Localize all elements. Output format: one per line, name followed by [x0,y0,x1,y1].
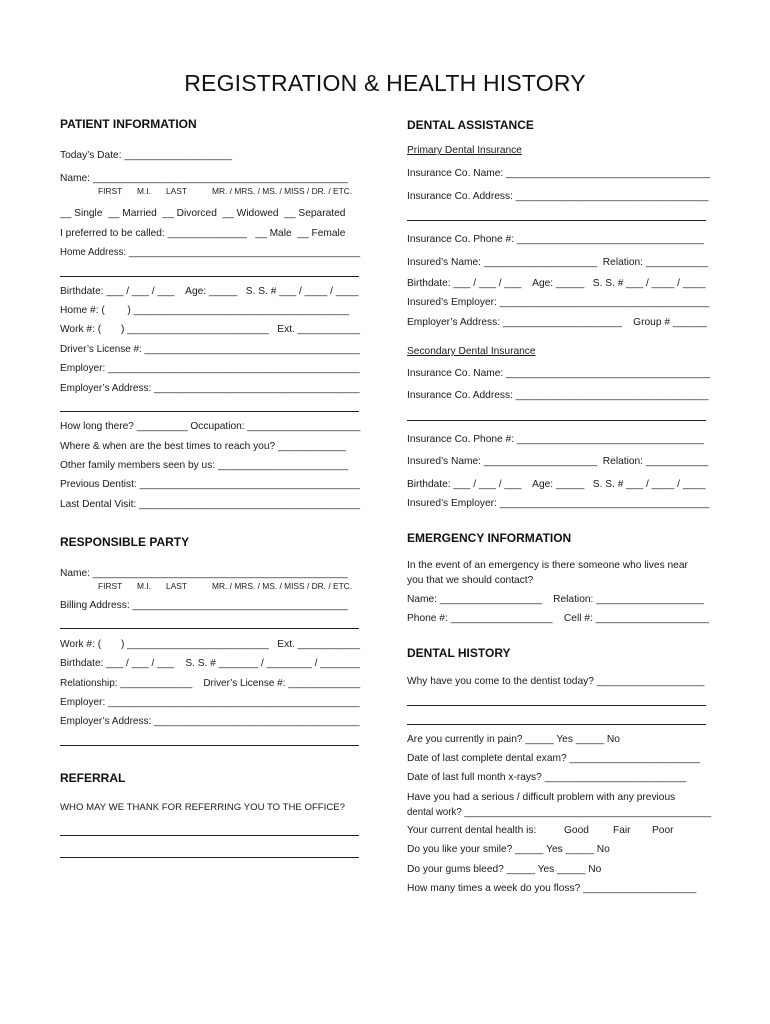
relationship-license-field[interactable]: Relationship: _____________ Driver’s License #: _____________ [60,678,361,689]
home-phone-field[interactable]: Home #: ( ) ______________________________________ [60,305,349,316]
like-smile-field[interactable]: Do you like your smile? _____ Yes _____ No [407,844,610,855]
primary-insurance-address-field[interactable]: Insurance Co. Address: __________________________________ [407,191,709,202]
name-caption-title: MR. / MRS. / MS. / MISS / DR. / ETC. [212,186,353,196]
serious-problem-field[interactable]: dental work? ______________________________________________ [407,807,712,818]
drivers-license-field[interactable]: Driver’s License #: _______________________________________ [60,344,360,355]
primary-insurance-label: Primary Dental Insurance [407,145,522,156]
reason-for-visit-line-3[interactable] [407,724,706,725]
last-dental-visit-field[interactable]: Last Dental Visit: _______________________________________ [60,499,361,510]
dental-health-fair-option[interactable]: Fair [613,825,631,836]
secondary-insurance-address-field[interactable]: Insurance Co. Address: __________________________________ [407,390,709,401]
responsible-employer-address-field[interactable]: Employer’s Address: _____________________________________ [60,716,360,727]
primary-employer-address-field[interactable]: Employer’s Address: _____________________ Group # ______ [407,317,707,328]
billing-address-field[interactable]: Billing Address: ______________________________________ [60,600,348,611]
resp-caption-first: FIRST [98,581,123,591]
reason-for-visit-field[interactable]: Why have you come to the dentist today? ___________________ [407,676,705,687]
current-pain-field[interactable]: Are you currently in pain? _____ Yes _____ No [407,734,620,745]
responsible-name-field[interactable]: Name: _____________________________________________ [60,568,348,579]
secondary-insured-name-field[interactable]: Insured’s Name: ____________________ Relation: ___________ [407,456,709,467]
emergency-phone-cell-field[interactable]: Phone #: __________________ Cell #: ____________________ [407,613,709,624]
responsible-birthdate-field[interactable]: Birthdate: ___ / ___ / ___ S. S. # _______ / ________ / _______ [60,658,360,669]
secondary-insurance-phone-field[interactable]: Insurance Co. Phone #: _________________________________ [407,434,704,445]
name-caption-mi: M.I. [137,186,151,196]
how-long-occupation-field[interactable]: How long there? _________ Occupation: ____________________ [60,421,361,432]
emergency-information-heading: EMERGENCY INFORMATION [407,531,572,545]
name-caption-first: FIRST [98,186,123,196]
floss-frequency-field[interactable]: How many times a week do you floss? ____________________ [407,883,697,894]
billing-address-line-2[interactable] [60,628,359,629]
referral-question: WHO MAY WE THANK FOR REFERRING YOU TO THE OFFICE? [60,802,346,813]
dental-history-heading: DENTAL HISTORY [407,646,511,660]
other-family-field[interactable]: Other family members seen by us: _______________________ [60,460,349,471]
todays-date-field[interactable]: Today’s Date: ___________________ [60,150,233,161]
primary-insurance-address-line-2[interactable] [407,220,706,221]
marital-status-options[interactable]: __ Single __ Married __ Divorced __ Widowed __ Separated [60,208,346,219]
resp-caption-title: MR. / MRS. / MS. / MISS / DR. / ETC. [212,581,353,591]
home-address-line-2[interactable] [60,276,359,277]
responsible-employer-address-line-2[interactable] [60,745,359,746]
secondary-insurance-label: Secondary Dental Insurance [407,346,536,357]
work-phone-field[interactable]: Work #: ( ) _________________________ Ext. ___________ [60,324,361,335]
emergency-name-relation-field[interactable]: Name: __________________ Relation: ___________________ [407,594,704,605]
form-title: REGISTRATION & HEALTH HISTORY [184,70,586,96]
primary-insured-employer-field[interactable]: Insured’s Employer: _____________________________________ [407,297,710,308]
responsible-work-phone-field[interactable]: Work #: ( ) _________________________ Ext. ___________ [60,639,361,650]
previous-dentist-field[interactable]: Previous Dentist: _______________________________________ [60,479,360,490]
dental-health-good-option[interactable]: Good [564,825,589,836]
secondary-insured-birthdate-field[interactable]: Birthdate: ___ / ___ / ___ Age: _____ S. S. # ___ / ____ / ____ [407,479,706,490]
referral-answer-line-1[interactable] [60,835,359,836]
best-times-field[interactable]: Where & when are the best times to reach you? ____________ [60,441,347,452]
serious-problem-question: Have you had a serious / difficult problem with any previous [407,792,676,803]
dental-assistance-heading: DENTAL ASSISTANCE [407,118,534,132]
responsible-employer-field[interactable]: Employer: _____________________________________________ [60,697,360,708]
employer-address-field[interactable]: Employer’s Address: _____________________________________ [60,383,360,394]
gums-bleed-field[interactable]: Do your gums bleed? _____ Yes _____ No [407,864,602,875]
home-address-field[interactable]: Home Address: ___________________________________________ [60,247,361,258]
emergency-question-line-2: you that we should contact? [407,575,534,586]
employer-field[interactable]: Employer: _____________________________________________ [60,363,360,374]
last-xrays-date-field[interactable]: Date of last full month x-rays? _________________________ [407,772,687,783]
primary-insurance-phone-field[interactable]: Insurance Co. Phone #: _________________________________ [407,234,704,245]
reason-for-visit-line-2[interactable] [407,705,706,706]
last-exam-date-field[interactable]: Date of last complete dental exam? _______________________ [407,753,700,764]
primary-insured-name-field[interactable]: Insured’s Name: ____________________ Relation: ___________ [407,257,709,268]
patient-birthdate-field[interactable]: Birthdate: ___ / ___ / ___ Age: _____ S. S. # ___ / ____ / ____ [60,286,359,297]
referral-answer-line-2[interactable] [60,857,359,858]
secondary-insurance-name-field[interactable]: Insurance Co. Name: ____________________________________ [407,368,711,379]
dental-health-poor-option[interactable]: Poor [652,825,674,836]
primary-insured-birthdate-field[interactable]: Birthdate: ___ / ___ / ___ Age: _____ S. S. # ___ / ____ / ____ [407,278,706,289]
name-caption-last: LAST [166,186,187,196]
resp-caption-mi: M.I. [137,581,151,591]
patient-information-heading: PATIENT INFORMATION [60,117,197,131]
employer-address-line-2[interactable] [60,411,359,412]
emergency-question-line-1: In the event of an emergency is there someone who lives near [407,560,688,571]
secondary-insured-employer-field[interactable]: Insured’s Employer: _____________________________________ [407,498,710,509]
primary-insurance-name-field[interactable]: Insurance Co. Name: ____________________________________ [407,168,711,179]
dental-health-label: Your current dental health is: [407,825,537,836]
referral-heading: REFERRAL [60,771,126,785]
patient-name-field[interactable]: Name: _____________________________________________ [60,173,348,184]
responsible-party-heading: RESPONSIBLE PARTY [60,535,190,549]
secondary-insurance-address-line-2[interactable] [407,420,706,421]
resp-caption-last: LAST [166,581,187,591]
preferred-name-gender-field[interactable]: I preferred to be called: ______________ __ Male __ Female [60,228,346,239]
